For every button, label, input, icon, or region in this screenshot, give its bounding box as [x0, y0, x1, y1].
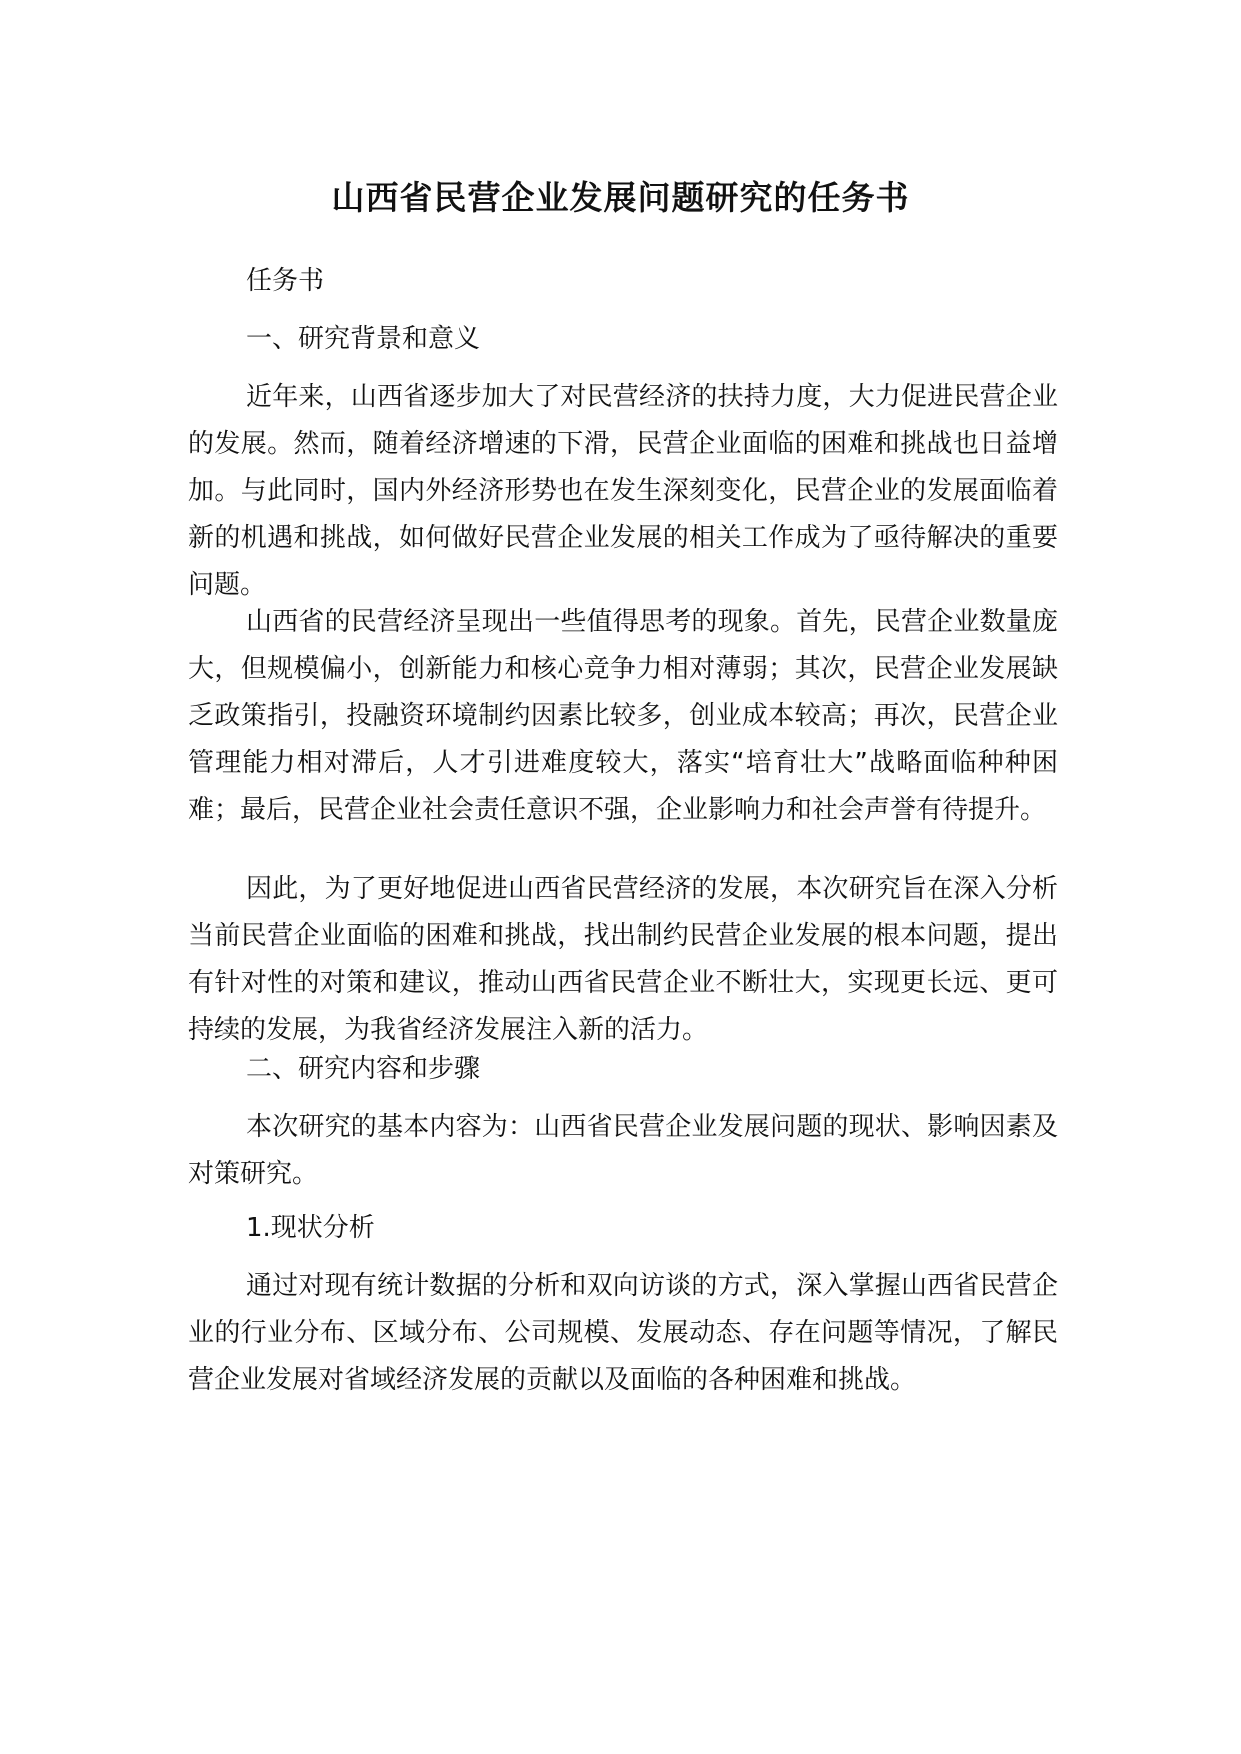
label-heading: 任务书 [246, 266, 325, 296]
document-title: 山西省民营企业发展问题研究的任务书 [331, 178, 910, 217]
section-2-paragraph-1: 本次研究的基本内容为：山西省民营企业发展问题的现状、影响因素及对策研究。 [188, 1112, 1058, 1189]
subsection-1-heading: 1.现状分析 [246, 1213, 375, 1243]
subsection-1-paragraph-1: 通过对现有统计数据的分析和双向访谈的方式，深入掌握山西省民营企业的行业分布、区域分布、公司规模、发展动态、存在问题等情况，了解民营企业发展对省域经济发展的贡献以及面临的各种困难和挑战。 [188, 1271, 1058, 1395]
section-1-paragraph-1: 近年来，山西省逐步加大了对民营经济的扶持力度，大力促进民营企业的发展。然而，随着经济增速的下滑，民营企业面临的困难和挑战也日益增加。与此同时，国内外经济形势也在发生深刻变化，民营企业的发展面临着新的机遇和挑战，如何做好民营企业发展的相关工作成为了亟待解决的重要问题。 [188, 382, 1058, 600]
section-2-heading: 二、研究内容和步骤 [246, 1054, 481, 1084]
section-1-heading: 一、研究背景和意义 [246, 324, 481, 354]
section-1-paragraph-2: 山西省的民营经济呈现出一些值得思考的现象。首先，民营企业数量庞大，但规模偏小，创新能力和核心竞争力相对薄弱；其次，民营企业发展缺乏政策指引，投融资环境制约因素比较多，创业成本较高；再次，民营企业管理能力相对滞后，人才引进难度较大，落实“培育壮大”战略面临种种困难；最后，民营企业社会责任意识不强，企业影响力和社会声誉有待提升。 [188, 607, 1058, 825]
section-1-paragraph-3: 因此，为了更好地促进山西省民营经济的发展，本次研究旨在深入分析当前民营企业面临的困难和挑战，找出制约民营企业发展的根本问题，提出有针对性的对策和建议，推动山西省民营企业不断壮大，实现更长远、更可持续的发展，为我省经济发展注入新的活力。 [188, 874, 1058, 1045]
